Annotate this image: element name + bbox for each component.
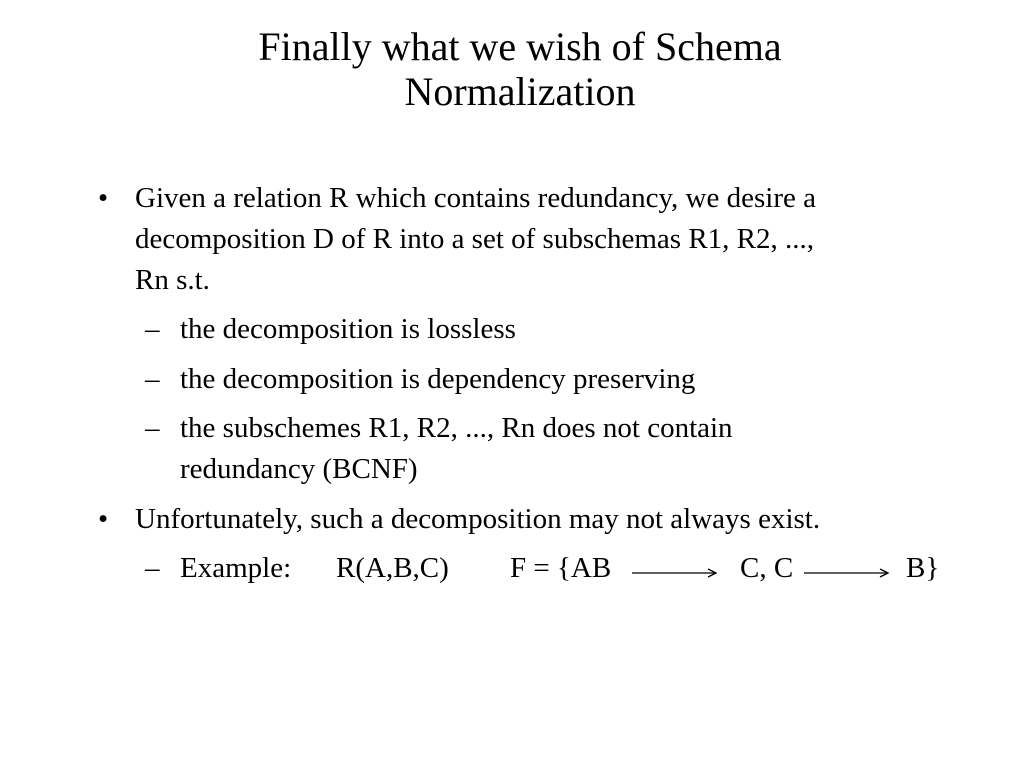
slide-title [0, 24, 1024, 114]
example-fd-mid: C, C [740, 552, 794, 584]
slide-title-line-1: Finally what we wish of Schema [258, 24, 782, 69]
sub-bullet-marker: – [145, 412, 160, 444]
example-label: Example: [180, 552, 292, 584]
example-fd-prefix: F = {AB [510, 552, 612, 584]
bullet-1-line-2: decomposition D of R into a set of subschemas R1, R2, ..., [135, 223, 815, 255]
sub-item-lossless: the decomposition is lossless [180, 313, 516, 345]
right-arrow-icon [630, 558, 722, 582]
sub-bullet-marker: – [145, 363, 160, 395]
right-arrow-icon [802, 558, 894, 582]
sub-item-bcnf-line-1: the subschemes R1, R2, ..., Rn does not contain [180, 412, 733, 444]
example-fd-suffix: B} [906, 552, 940, 584]
sub-item-dependency-preserving: the decomposition is dependency preserving [180, 363, 696, 395]
bullet-2-line-1: Unfortunately, such a decomposition may not always exist. [135, 503, 821, 535]
sub-bullet-marker: – [145, 313, 160, 345]
example-relation: R(A,B,C) [336, 552, 449, 584]
bullet-1-line-1: Given a relation R which contains redundancy, we desire a [135, 182, 816, 214]
bullet-1-line-3: Rn s.t. [135, 264, 210, 296]
bullet-marker: • [98, 503, 109, 535]
slide-title-line-2: Normalization [404, 69, 636, 114]
bullet-marker: • [98, 182, 109, 214]
sub-item-bcnf-line-2: redundancy (BCNF) [180, 453, 418, 485]
sub-bullet-marker: – [145, 552, 160, 584]
